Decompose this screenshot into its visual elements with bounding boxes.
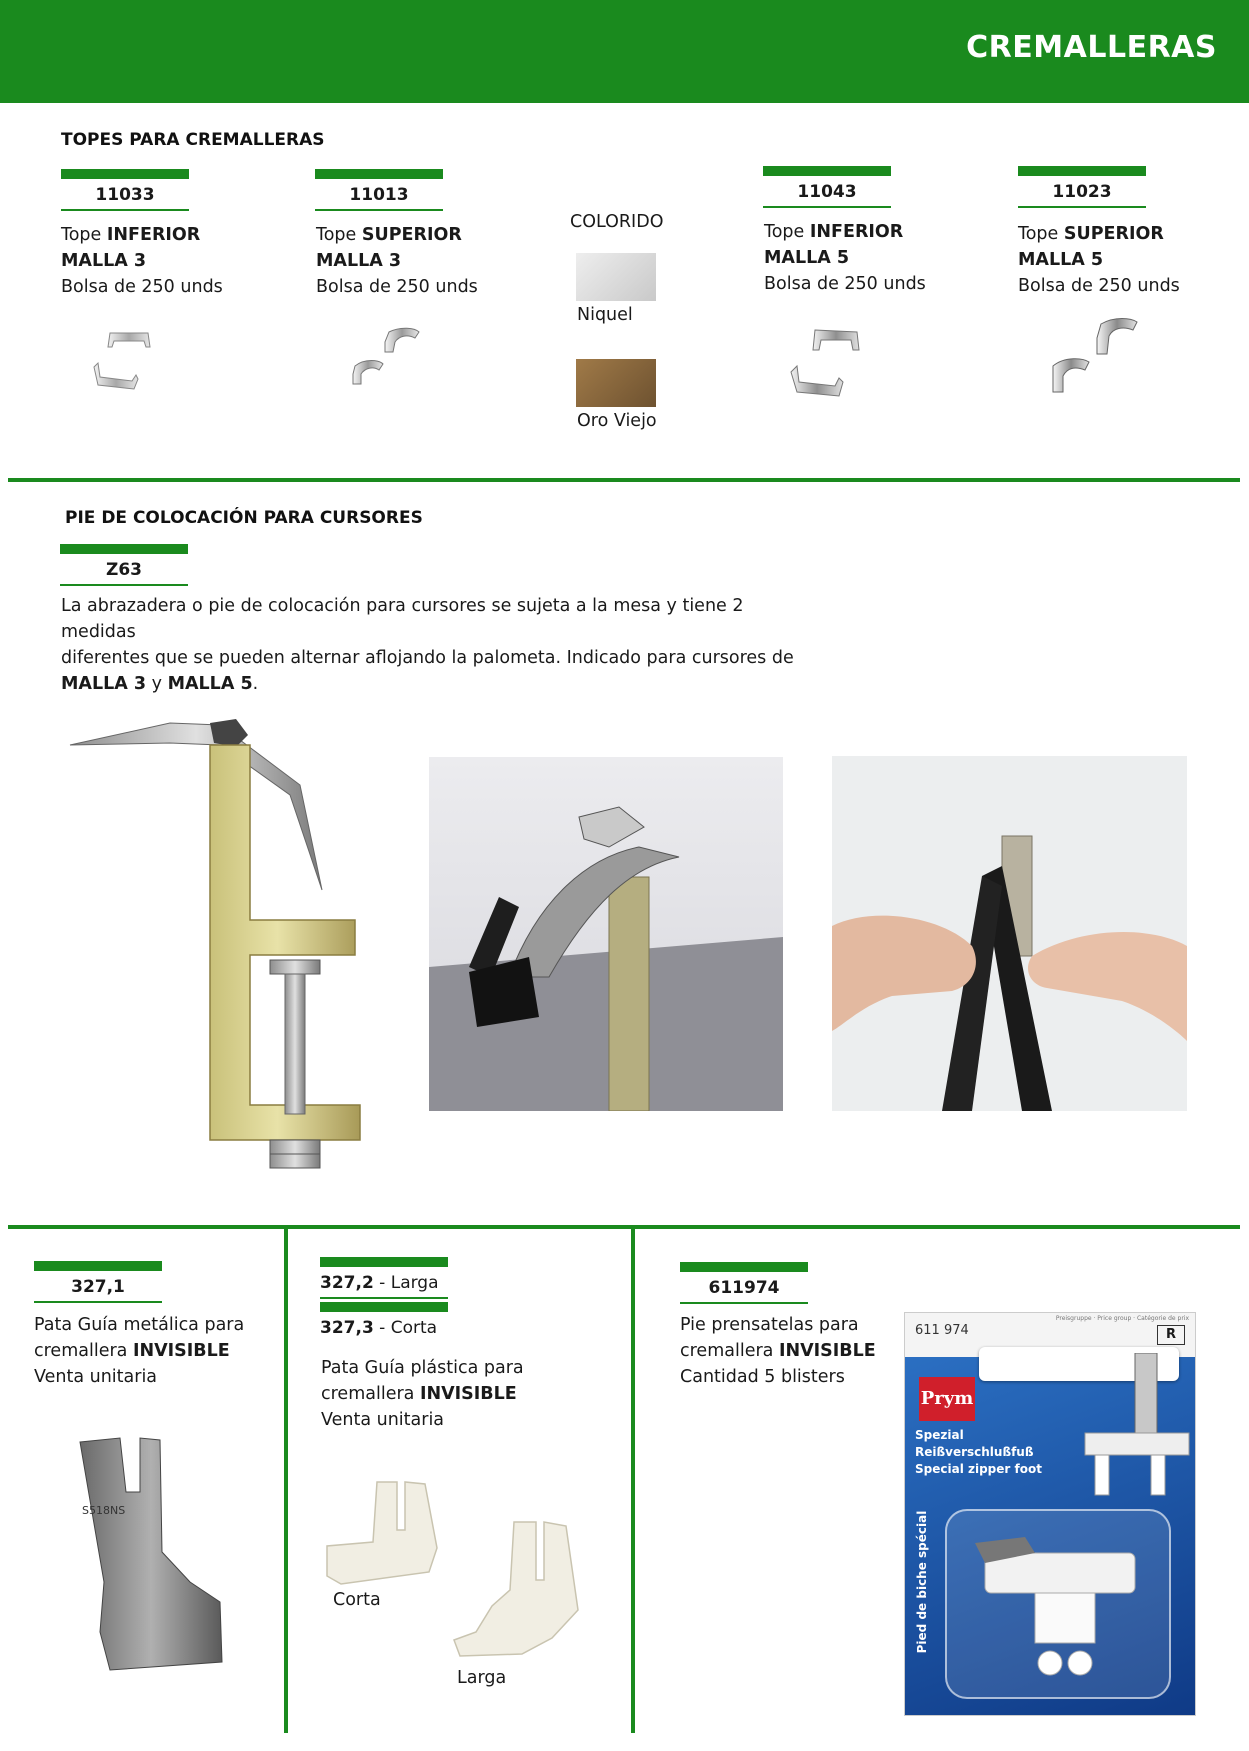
code-bar <box>680 1262 808 1272</box>
stopper-bottom-m3-image <box>88 325 158 400</box>
code-label: Z63 <box>60 554 188 586</box>
plastic-foot-short-image <box>325 1480 440 1590</box>
header-banner <box>0 0 1249 103</box>
code-label: 11013 <box>315 179 443 211</box>
code-bar <box>34 1261 162 1271</box>
product-611974-code <box>680 1262 808 1304</box>
code-label: 327,1 <box>34 1271 162 1303</box>
hands-zipper-photo <box>832 756 1187 1111</box>
label-larga: Larga <box>457 1668 507 1688</box>
stopper-top-m5-image <box>1045 316 1145 406</box>
product-327-3-code <box>320 1302 448 1342</box>
code-bar <box>315 169 443 179</box>
stopper-bottom-m5-image <box>785 322 865 412</box>
topes-section-title: TOPES PARA CREMALLERAS <box>61 130 325 150</box>
package-price-group: Preisgruppe · Price group · Catégorie de prix <box>1055 1315 1189 1322</box>
metal-presser-foot-image <box>70 1432 230 1682</box>
stopper-top-m3-image <box>345 322 425 402</box>
swatch-niquel <box>576 253 656 301</box>
pie-section-title: PIE DE COLOCACIÓN PARA CURSORES <box>65 508 423 528</box>
code-bar <box>1018 166 1146 176</box>
code-label: 11023 <box>1018 176 1146 208</box>
product-611974-desc: Pie prensatelas para cremallera INVISIBLE Cantidad 5 blisters <box>680 1315 876 1387</box>
product-11013-desc: Tope SUPERIOR MALLA 3 Bolsa de 250 unds <box>316 225 478 297</box>
package-zipper-foot-image <box>965 1523 1155 1693</box>
pie-description: La abrazadera o pie de colocación para cursores se sujeta a la mesa y tiene 2 medidas diferentes que se pueden alternar aflojando la palometa. Indicado para cursores de MALLA 3 y MALLA 5. <box>61 596 794 694</box>
plastic-foot-long-image <box>452 1520 582 1660</box>
package-number: 611 974 <box>915 1323 969 1338</box>
colorido-title: COLORIDO <box>570 212 664 232</box>
code-label: 11043 <box>763 176 891 208</box>
code-bar <box>60 544 188 554</box>
code-bar <box>320 1302 448 1312</box>
section-divider-2 <box>8 1225 1240 1229</box>
code-label: 327,2 - Larga <box>320 1267 448 1299</box>
column-divider-2 <box>631 1228 635 1733</box>
package-vertical-text: Pied de biche spécial <box>915 1510 929 1654</box>
code-label: 611974 <box>680 1272 808 1304</box>
swatch-oro-viejo-label: Oro Viejo <box>577 411 657 431</box>
product-327-2-code <box>320 1257 448 1299</box>
product-11023-code <box>1018 166 1146 208</box>
code-bar <box>61 169 189 179</box>
product-11043-desc: Tope INFERIOR MALLA 5 Bolsa de 250 unds <box>764 222 926 294</box>
code-label: 11033 <box>61 179 189 211</box>
product-z63-code <box>60 544 188 586</box>
foot-stamp-text: S518NS <box>82 1504 126 1517</box>
package-price-letter: R <box>1157 1325 1185 1345</box>
product-11013-code <box>315 169 443 211</box>
swatch-oro-viejo <box>576 359 656 407</box>
package-text: Spezial Reißverschlußfuß Special zipper foot <box>915 1428 1042 1476</box>
product-11033-code <box>61 169 189 211</box>
column-divider-1 <box>284 1228 288 1733</box>
code-label: 327,3 - Corta <box>320 1318 438 1338</box>
prym-package-image <box>904 1312 1196 1716</box>
clamp-image <box>60 705 380 1205</box>
product-327-2-3-desc: Pata Guía plástica para cremallera INVISIBLE Venta unitaria <box>321 1358 524 1430</box>
product-11043-code <box>763 166 891 208</box>
section-divider-1 <box>8 478 1240 482</box>
clamp-on-table-photo <box>429 757 783 1111</box>
page-title: CREMALLERAS <box>966 30 1217 65</box>
product-327-1-code <box>34 1261 162 1303</box>
product-327-1-desc: Pata Guía metálica para cremallera INVISIBLE Venta unitaria <box>34 1315 245 1387</box>
product-11023-desc: Tope SUPERIOR MALLA 5 Bolsa de 250 unds <box>1018 224 1180 296</box>
code-bar <box>763 166 891 176</box>
package-machine-foot-image <box>1055 1353 1195 1503</box>
swatch-niquel-label: Niquel <box>577 305 633 325</box>
product-11033-desc: Tope INFERIOR MALLA 3 Bolsa de 250 unds <box>61 225 223 297</box>
code-bar <box>320 1257 448 1267</box>
prym-logo: Prym <box>919 1377 975 1421</box>
label-corta: Corta <box>333 1590 381 1610</box>
